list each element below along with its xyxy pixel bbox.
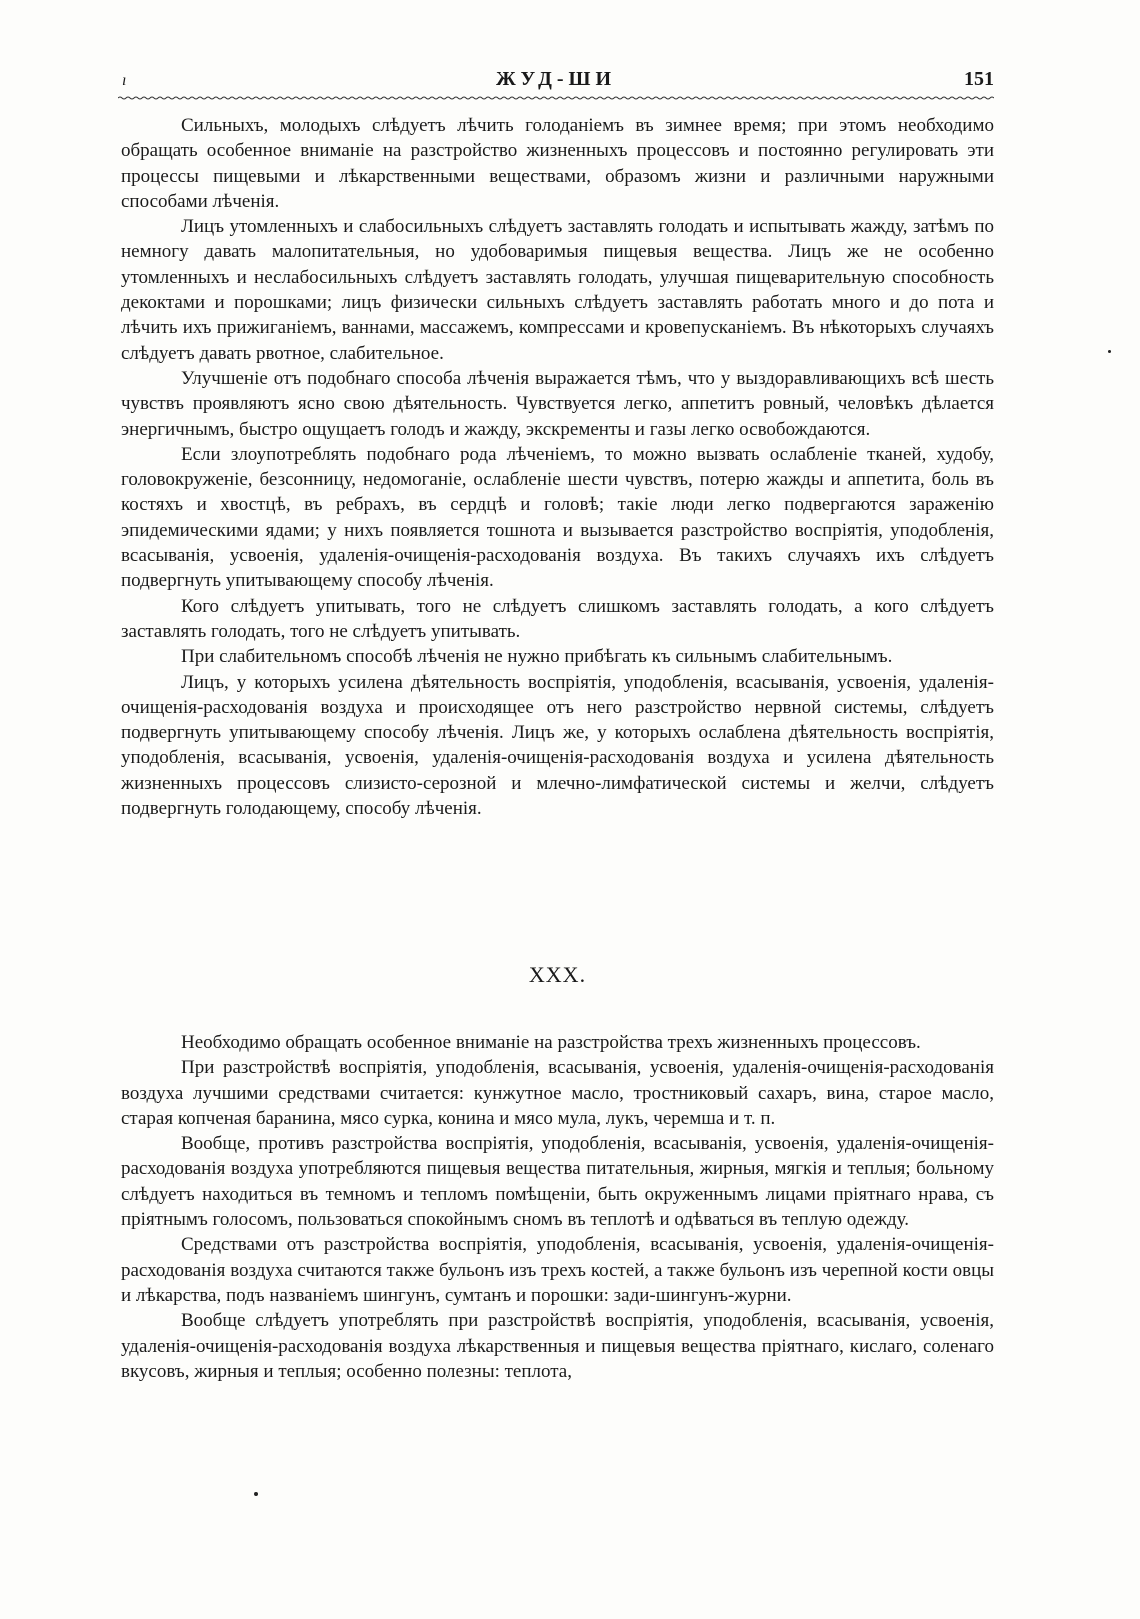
print-speck: [254, 1492, 258, 1496]
paragraph: Если злоупотреблять подобнаго рода лѣченіемъ, то можно вызвать ослабленіе тканей, худобу, головокруженіе, безсонницу, недомоганіе, ослабленіе шести чувствъ, потерю жажды и аппетита, боль въ костяхъ и хвостцѣ, въ ребрахъ, въ сердцѣ и головѣ; такіе люди легко подвергаются зараженію эпидемическими ядами; у нихъ появляется тошнота и вызывается разстройство воспріятія, уподобленія, всасыванія, усвоенія, удаленія-очищенія-расходованія воздуха. Въ такихъ случаяхъ ихъ слѣдуетъ подвергнуть упитывающему способу лѣченія.: [121, 443, 994, 592]
header-wavy-rule: [118, 96, 994, 100]
header-title: ЖУД-ШИ: [495, 68, 617, 90]
paragraph: Вообще, противъ разстройства воспріятія, уподобленія, всасыванія, усвоенія, удаленія-очищенія-расходованія воздуха употребляются пищевыя вещества питательныя, жирныя, мягкія и теплыя; больному слѣдуетъ находиться въ темномъ и тепломъ помѣщеніи, быть окруженнымъ лицами пріятнаго нрава, съ пріятнымъ голосомъ, пользоваться спокойнымъ сномъ въ теплотѣ и одѣваться въ теплую одежду.: [121, 1133, 994, 1231]
paragraph: Улучшеніе отъ подобнаго способа лѣченія выражается тѣмъ, что у выздоравливающихъ всѣ шесть чувствъ проявляютъ ясно свою дѣятельность. Чувствуется легко, аппетитъ ровный, человѣкъ дѣлается энергичнымъ, быстро ощущаетъ голодъ и жажду, экскременты и газы легко освобождаются.: [121, 367, 994, 440]
running-header: [118, 68, 994, 96]
print-speck: [1108, 350, 1111, 353]
paragraph: Лицъ утомленныхъ и слабосильныхъ слѣдуетъ заставлять голодать и испытывать жажду, затѣмъ по немногу давать малопитательныя, но удобоваримыя пищевыя вещества. Лицъ же не особенно утомленныхъ и неслабосильныхъ слѣдуетъ заставлять голодать, улучшая пищеварительную способность декоктами и порошками; лицъ физически сильныхъ слѣдуетъ заставлять работать много и до пота и лѣчить ихъ прижиганіемъ, ваннами, массажемъ, компрессами и кровепусканіемъ. Въ нѣкоторыхъ случаяхъ слѣдуетъ давать рвотное, слабительное.: [121, 216, 994, 364]
paragraph: Средствами отъ разстройства воспріятія, уподобленія, всасыванія, усвоенія, удаленія-очищенія-расходованія воздуха считаются также бульонъ изъ трехъ костей, а также бульонъ изъ черепной кости овцы и лѣкарства, подъ названіемъ шингунъ, сумтанъ и порошки: зади-шингунъ-журни.: [121, 1234, 994, 1306]
paragraph: Необходимо обращать особенное вниманіе на разстройства трехъ жизненныхъ процессовъ.: [181, 1032, 921, 1053]
paragraph: Лицъ, у которыхъ усилена дѣятельность воспріятія, уподобленія, всасыванія, усвоенія, удаленія-очищенія-расходованія воздуха и происходящее отъ него разстройство нервной системы, слѣдуетъ подвергнуть упитывающему способу лѣченія. Лицъ же, у которыхъ ослаблена дѣятельность воспріятія, уподобленія, всасыванія, усвоенія, удаленія-очищенія-расходованія воздуха и усилена дѣятельность жизненныхъ процессовъ слизисто-серозной и млечно-лимфатической системы и желчи, слѣдуетъ подвергнуть голодающему, способу лѣченія.: [121, 671, 994, 820]
paragraph: При разстройствѣ воспріятія, уподобленія, всасыванія, усвоенія, удаленія-очищенія-расходованія воздуха лучшими средствами считается: кунжутное масло, тростниковый сахаръ, вина, старое масло, старая копченая баранина, мясо сурка, конина и мясо мула, лукъ, черемша и т. п.: [121, 1057, 994, 1129]
section-one-body: [121, 113, 994, 821]
paragraph: При слабительномъ способѣ лѣченія не нужно прибѣгать къ сильнымъ слабительнымъ.: [181, 646, 893, 668]
section-numeral: XXX.: [528, 962, 587, 987]
paragraph: Вообще слѣдуетъ употреблять при разстройствѣ воспріятія, уподобленія, всасыванія, усвоенія, удаленія-очищенія-расходованія воздуха лѣкарственныя и пищевыя вещества пріятнаго, кислаго, соленаго вкусовъ, жирныя и теплыя; особенно полезны: теплота,: [121, 1310, 994, 1382]
paragraph: Кого слѣдуетъ упитывать, того не слѣдуетъ слишкомъ заставлять голодать, а кого слѣдуетъ заставлять голодать, того не слѣдуетъ упитывать.: [121, 595, 994, 642]
page-number: 151: [964, 68, 994, 90]
header-mark: ı: [122, 72, 127, 89]
section-two-body: [121, 1030, 994, 1384]
paragraph: Сильныхъ, молодыхъ слѣдуетъ лѣчить голоданіемъ въ зимнее время; при этомъ необходимо обращать особенное вниманіе на разстройство жизненныхъ процессовъ и постоянно регулировать эти процессы пищевыми и лѣкарственными веществами, образомъ жизни и различными наружными способами лѣченія.: [121, 115, 994, 212]
